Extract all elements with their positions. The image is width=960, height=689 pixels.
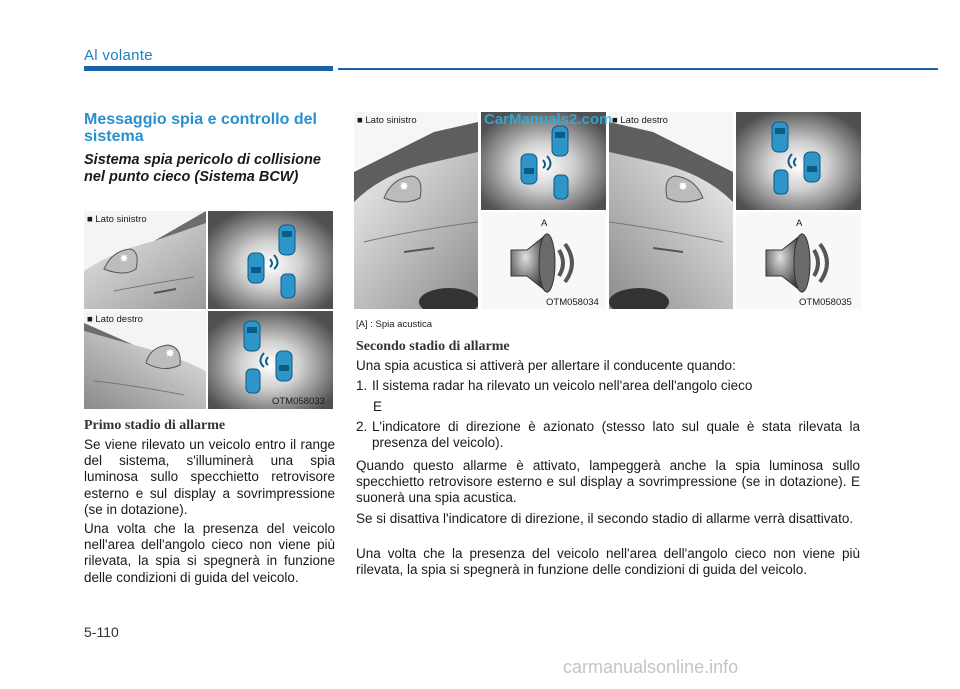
- radar-illustration-b: [736, 112, 861, 210]
- stage2-paragraph-2: Se si disattiva l'indicatore di direzione, il secondo stadio di allarme verrà disattivato.: [356, 511, 854, 526]
- caption-side-left-a: ■ Lato sinistro: [357, 115, 417, 126]
- page-number: 5-110: [84, 624, 119, 640]
- mirror-illustration-left: [84, 211, 206, 309]
- stage1-heading: Primo stadio di allarme: [84, 418, 226, 433]
- section-title: Al volante: [84, 47, 153, 64]
- figure-left: [84, 211, 333, 409]
- figure-code-left: OTM058033: [272, 396, 325, 407]
- stage1-paragraph-2: Una volta che la presenza del veicolo nell'area dell'angolo cieco non viene più rilevata, la spia si spegnerà in funzione delle condizioni di guida del veicolo.: [84, 521, 335, 585]
- stage2-intro: Una spia acustica si attiverà per allertare il conducente quando:: [356, 358, 736, 373]
- page-subheading: Sistema spia pericolo di collisione nel punto cieco (Sistema BCW): [84, 152, 321, 185]
- car-side-illustration-left: [354, 112, 478, 309]
- stage2-list-item-1-cont: E: [373, 399, 383, 414]
- stage2-list-item-2: [356, 419, 860, 453]
- acoustic-letter-a: A: [541, 218, 548, 229]
- stage2-paragraph-1: Quando questo allarme è attivato, lampeggerà anche la spia luminosa sullo specchietto retrovisore esterno e sul display a sovrimpressione (se in dotazione). E suonerà una spia acustica.: [356, 458, 860, 506]
- caption-side-left: ■ Lato sinistro: [87, 214, 147, 225]
- list-number-2: 2.: [356, 419, 368, 434]
- mirror-illustration-right: [84, 311, 206, 409]
- figure-code-b: OTM058035: [799, 297, 852, 308]
- figure-code-a: OTM058034: [546, 297, 599, 308]
- figure-legend: [A] : Spia acustica: [356, 319, 433, 330]
- radar-illustration-left: [208, 211, 333, 309]
- header-rule-thin: [338, 68, 938, 70]
- radar-illustration-right: [208, 311, 333, 409]
- page-heading: Messaggio spia e controllo del sistema: [84, 111, 317, 145]
- list-text-2: L'indicatore di direzione è azionato (stesso lato sul quale è stata rilevata la presenza del veicolo).: [372, 419, 860, 451]
- stage1-paragraph-1: Se viene rilevato un veicolo entro il range del sistema, s'illuminerà una spia luminosa sullo specchietto retrovisore esterno e sul display a sovrimpressione (se in dotazione).: [84, 437, 335, 517]
- list-text-1: Il sistema radar ha rilevato un veicolo nell'area dell'angolo cieco: [372, 378, 753, 393]
- header-rule-thick: [84, 66, 333, 71]
- figure-right-a: [354, 112, 606, 309]
- car-side-illustration-right: [609, 112, 733, 309]
- stage2-list-item-1: [356, 378, 860, 396]
- list-number-1: 1.: [356, 378, 368, 393]
- watermark-bottom: carmanualsonline.info: [563, 657, 739, 677]
- figure-right-b: [609, 112, 861, 309]
- watermark-top: CarManuals2.com: [484, 111, 613, 128]
- stage2-paragraph-3: Una volta che la presenza del veicolo nell'area dell'angolo cieco non viene più rilevata, la spia si spegnerà in funzione delle condizioni di guida del veicolo.: [356, 546, 860, 578]
- caption-side-right: ■ Lato destro: [87, 314, 143, 325]
- caption-side-right-b: ■ Lato destro: [612, 115, 668, 126]
- acoustic-letter-b: A: [796, 218, 803, 229]
- stage2-heading: Secondo stadio di allarme: [356, 339, 510, 354]
